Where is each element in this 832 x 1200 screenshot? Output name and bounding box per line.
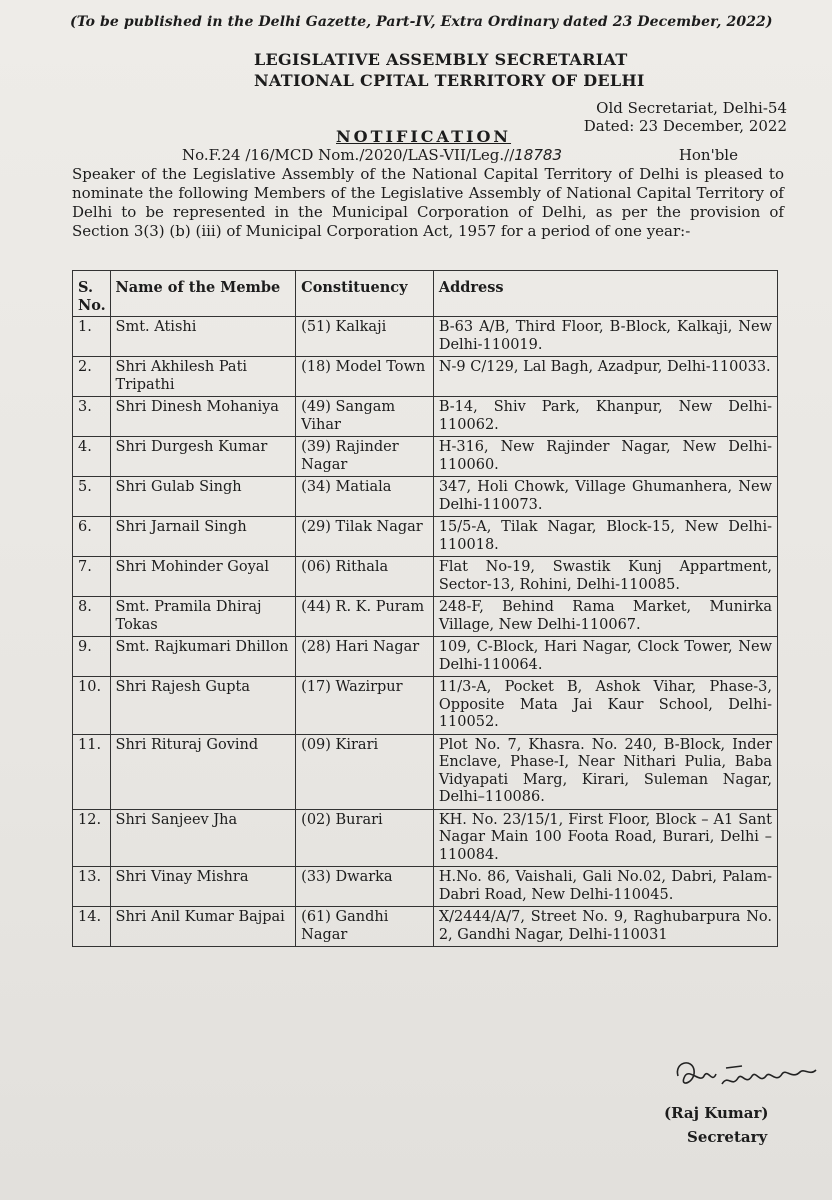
cell-name: Smt. Atishi <box>110 317 296 357</box>
cell-constituency: (33) Dwarka <box>296 867 434 907</box>
header-name: Name of the Membe <box>110 271 296 317</box>
table-row <box>73 597 778 637</box>
office-address: Old Secretariat, Delhi-54 <box>596 99 787 117</box>
cell-constituency: (61) Gandhi Nagar <box>296 907 434 947</box>
cell-name: Shri Akhilesh Pati Tripathi <box>110 357 296 397</box>
table-row <box>73 437 778 477</box>
cell-name: Smt. Pramila Dhiraj Tokas <box>110 597 296 637</box>
cell-address: N-9 C/129, Lal Bagh, Azadpur, Delhi-110033. <box>433 357 777 397</box>
table-row <box>73 517 778 557</box>
handwritten-ref-number: 18783 <box>514 146 562 164</box>
cell-sno: 8. <box>73 597 111 637</box>
signatory-title: Secretary <box>687 1128 768 1146</box>
table-row <box>73 677 778 735</box>
cell-address: H-316, New Rajinder Nagar, New Delhi-110060. <box>433 437 777 477</box>
cell-address: H.No. 86, Vaishali, Gali No.02, Dabri, Palam- Dabri Road, New Delhi-110045. <box>433 867 777 907</box>
notification-title: NOTIFICATION <box>336 127 512 146</box>
cell-constituency: (44) R. K. Puram <box>296 597 434 637</box>
notification-paragraph: Speaker of the Legislative Assembly of the National Capital Territory of Delhi is pleased to nominate the following Members of the Legislative Assembly of National Capital Territory of Delhi to be represented in the Municipal Corporation of Delhi, as per the provision of Section 3(3) (b) (iii) of Municipal Corporation Act, 1957 for a period of one year:- <box>72 165 784 240</box>
cell-name: Shri Sanjeev Jha <box>110 809 296 867</box>
members-table <box>72 270 778 947</box>
cell-constituency: (09) Kirari <box>296 734 434 809</box>
table-row <box>73 907 778 947</box>
cell-sno: 7. <box>73 557 111 597</box>
cell-address: X/2444/A/7, Street No. 9, Raghubarpura No. 2, Gandhi Nagar, Delhi-110031 <box>433 907 777 947</box>
table-header-row <box>73 271 778 317</box>
cell-sno: 2. <box>73 357 111 397</box>
cell-name: Shri Anil Kumar Bajpai <box>110 907 296 947</box>
cell-name: Shri Rajesh Gupta <box>110 677 296 735</box>
table-row <box>73 867 778 907</box>
cell-sno: 3. <box>73 397 111 437</box>
cell-sno: 5. <box>73 477 111 517</box>
cell-constituency: (29) Tilak Nagar <box>296 517 434 557</box>
honble-text: Hon'ble <box>678 146 738 164</box>
cell-constituency: (34) Matiala <box>296 477 434 517</box>
cell-address: 347, Holi Chowk, Village Ghumanhera, New Delhi-110073. <box>433 477 777 517</box>
cell-name: Shri Jarnail Singh <box>110 517 296 557</box>
cell-constituency: (39) Rajinder Nagar <box>296 437 434 477</box>
cell-sno: 12. <box>73 809 111 867</box>
cell-name: Shri Rituraj Govind <box>110 734 296 809</box>
header-address: Address <box>433 271 777 317</box>
cell-name: Shri Mohinder Goyal <box>110 557 296 597</box>
org-name-line1: LEGISLATIVE ASSEMBLY SECRETARIAT <box>254 50 628 69</box>
table-row <box>73 477 778 517</box>
notification-body <box>72 146 784 241</box>
cell-name: Shri Vinay Mishra <box>110 867 296 907</box>
handwritten-signature <box>670 1054 820 1100</box>
cell-address: 248-F, Behind Rama Market, Munirka Village, New Delhi-110067. <box>433 597 777 637</box>
cell-sno: 1. <box>73 317 111 357</box>
cell-address: 109, C-Block, Hari Nagar, Clock Tower, New Delhi-110064. <box>433 637 777 677</box>
reference-number: No.F.24 /16/MCD Nom./2020/LAS-VII/Leg.//18783 <box>182 146 562 164</box>
cell-address: Plot No. 7, Khasra. No. 240, B-Block, Inder Enclave, Phase-I, Near Nithari Pulia, Baba Vidyapati Marg, Kirari, Suleman Nagar, Delhi–110086. <box>433 734 777 809</box>
table-row <box>73 809 778 867</box>
table-row <box>73 637 778 677</box>
cell-constituency: (02) Burari <box>296 809 434 867</box>
cell-sno: 13. <box>73 867 111 907</box>
notification-date: Dated: 23 December, 2022 <box>583 117 787 135</box>
cell-address: 11/3-A, Pocket B, Ashok Vihar, Phase-3, Opposite Mata Jai Kaur School, Delhi-110052. <box>433 677 777 735</box>
cell-constituency: (18) Model Town <box>296 357 434 397</box>
table-row <box>73 734 778 809</box>
table-row <box>73 557 778 597</box>
table-row <box>73 317 778 357</box>
gazette-note: (To be published in the Delhi Gazette, Part-IV, Extra Ordinary dated 23 December, 2022) <box>70 14 773 30</box>
cell-sno: 14. <box>73 907 111 947</box>
table-row <box>73 357 778 397</box>
header-constituency: Constituency <box>296 271 434 317</box>
cell-sno: 4. <box>73 437 111 477</box>
cell-constituency: (49) Sangam Vihar <box>296 397 434 437</box>
cell-sno: 11. <box>73 734 111 809</box>
cell-address: B-14, Shiv Park, Khanpur, New Delhi-110062. <box>433 397 777 437</box>
cell-address: KH. No. 23/15/1, First Floor, Block – A1 Sant Nagar Main 100 Foota Road, Burari, Delhi –110084. <box>433 809 777 867</box>
cell-address: 15/5-A, Tilak Nagar, Block-15, New Delhi-110018. <box>433 517 777 557</box>
org-name-line2: NATIONAL CPITAL TERRITORY OF DELHI <box>254 71 645 90</box>
signatory-name: (Raj Kumar) <box>664 1104 769 1122</box>
cell-sno: 6. <box>73 517 111 557</box>
cell-sno: 10. <box>73 677 111 735</box>
cell-constituency: (51) Kalkaji <box>296 317 434 357</box>
cell-name: Shri Dinesh Mohaniya <box>110 397 296 437</box>
cell-name: Smt. Rajkumari Dhillon <box>110 637 296 677</box>
cell-constituency: (06) Rithala <box>296 557 434 597</box>
cell-constituency: (28) Hari Nagar <box>296 637 434 677</box>
cell-address: B-63 A/B, Third Floor, B-Block, Kalkaji, New Delhi-110019. <box>433 317 777 357</box>
cell-name: Shri Gulab Singh <box>110 477 296 517</box>
cell-sno: 9. <box>73 637 111 677</box>
table-row <box>73 397 778 437</box>
cell-address: Flat No-19, Swastik Kunj Appartment, Sector-13, Rohini, Delhi-110085. <box>433 557 777 597</box>
cell-name: Shri Durgesh Kumar <box>110 437 296 477</box>
cell-constituency: (17) Wazirpur <box>296 677 434 735</box>
header-sno: S. No. <box>73 271 111 317</box>
